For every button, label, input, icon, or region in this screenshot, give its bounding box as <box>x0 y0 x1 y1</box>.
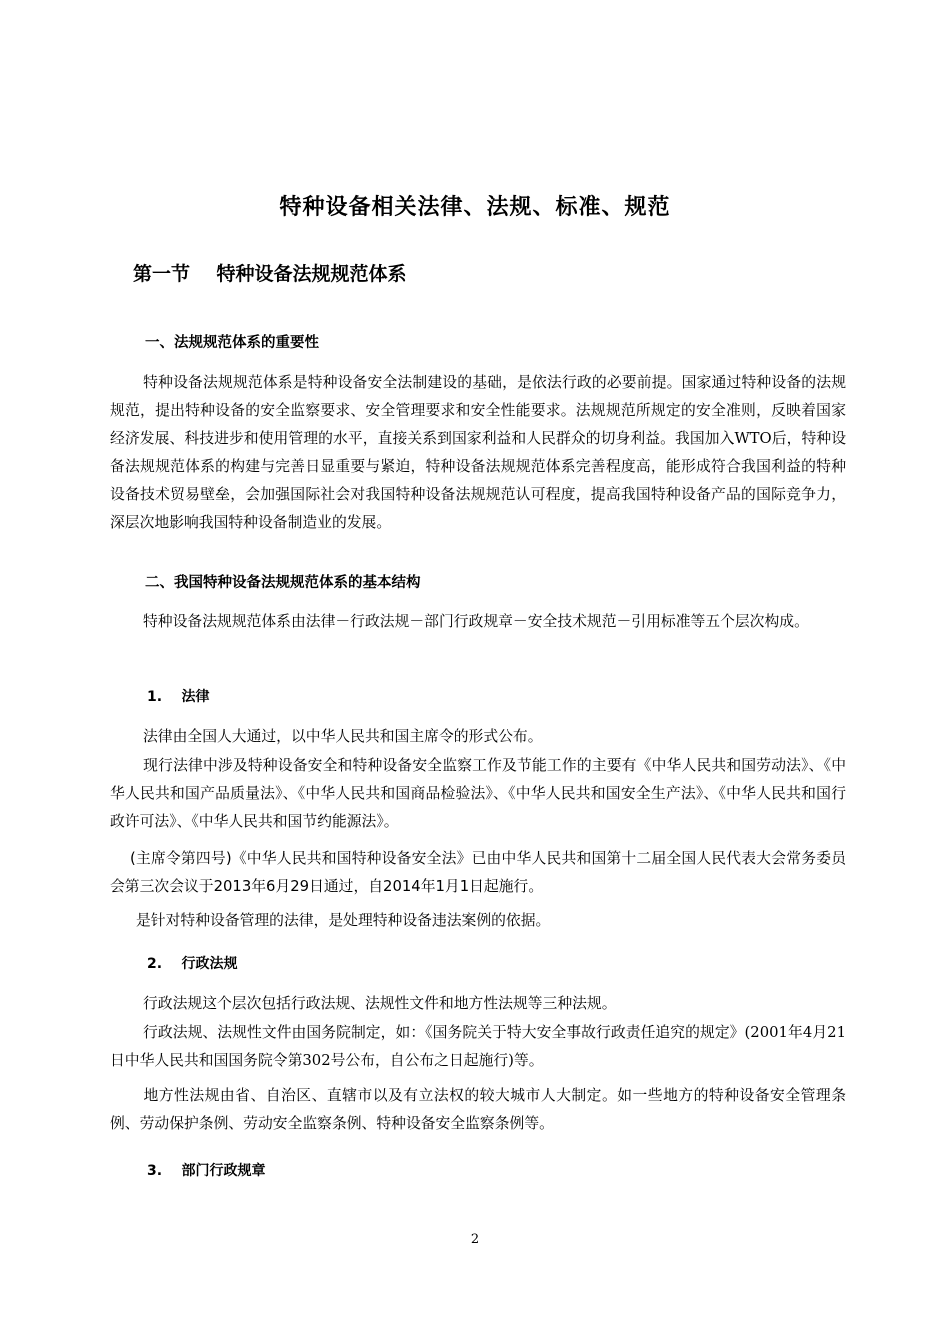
paragraph-special-equipment-law: (主席令第四号)《中华人民共和国特种设备安全法》已由中华人民共和国第十二届全国人民代表大会常务委员会第三次会议于2013年6月29日通过，自2014年1月1日起施行。 <box>110 850 846 895</box>
section-title: 第一节 特种设备法规规范体系 <box>133 263 407 285</box>
paragraph-law-list: 现行法律中涉及特种设备安全和特种设备安全监察工作及节能工作的主要有《中华人民共和国劳动法》、《中华人民共和国产品质量法》、《中华人民共和国商品检验法》、《中华人民共和国安全生产法》、《中华人民共和国行政许可法》、《中华人民共和国节约能源法》。 <box>110 757 846 830</box>
paragraph-law-intro: 法律由全国人大通过，以中华人民共和国主席令的形式公布。 <box>143 728 543 745</box>
subheading-department-rules: 3. 部门行政规章 <box>147 1163 266 1179</box>
heading-structure: 二、我国特种设备法规规范体系的基本结构 <box>145 575 421 591</box>
paragraph-admin-intro: 行政法规这个层次包括行政法规、法规性文件和地方性法规等三种法规。 <box>143 995 617 1012</box>
paragraph-structure: 特种设备法规规范体系由法律－行政法规－部门行政规章－安全技术规范－引用标准等五个层次构成。 <box>143 613 809 630</box>
subheading-law: 1. 法律 <box>147 689 210 705</box>
document-title: 特种设备相关法律、法规、标准、规范 <box>279 195 671 220</box>
page-number: 2 <box>470 1232 480 1247</box>
heading-importance: 一、法规规范体系的重要性 <box>145 335 319 351</box>
subheading-admin-regulations: 2. 行政法规 <box>147 956 238 972</box>
paragraph-local-regulations: 地方性法规由省、自治区、直辖市以及有立法权的较大城市人大制定。如一些地方的特种设备安全管理条例、劳动保护条例、劳动安全监察条例、特种设备安全监察条例等。 <box>110 1087 846 1132</box>
paragraph-law-basis: 是针对特种设备管理的法律，是处理特种设备违法案例的依据。 <box>136 912 551 929</box>
paragraph-importance: 特种设备法规规范体系是特种设备安全法制建设的基础，是依法行政的必要前提。国家通过特种设备的法规规范，提出特种设备的安全监察要求、安全管理要求和安全性能要求。法规规范所规定的安全准则，反映着国家经济发展、科技进步和使用管理的水平，直接关系到国家利益和人民群众的切身利益。我国加入WTO后，特种设备法规规范体系的构建与完善日显重要与紧迫，特种设备法规规范体系完善程度高，能形成符合我国利益的特种设备技术贸易壁垒，会加强国际社会对我国特种设备法规规范认可程度，提高我国特种设备产品的国际竞争力，深层次地影响我国特种设备制造业的发展。 <box>110 374 846 531</box>
paragraph-admin-state-council: 行政法规、法规性文件由国务院制定，如：《国务院关于特大安全事故行政责任追究的规定》(2001年4月21日中华人民共和国国务院令第302号公布，自公布之日起施行)等。 <box>110 1024 846 1069</box>
